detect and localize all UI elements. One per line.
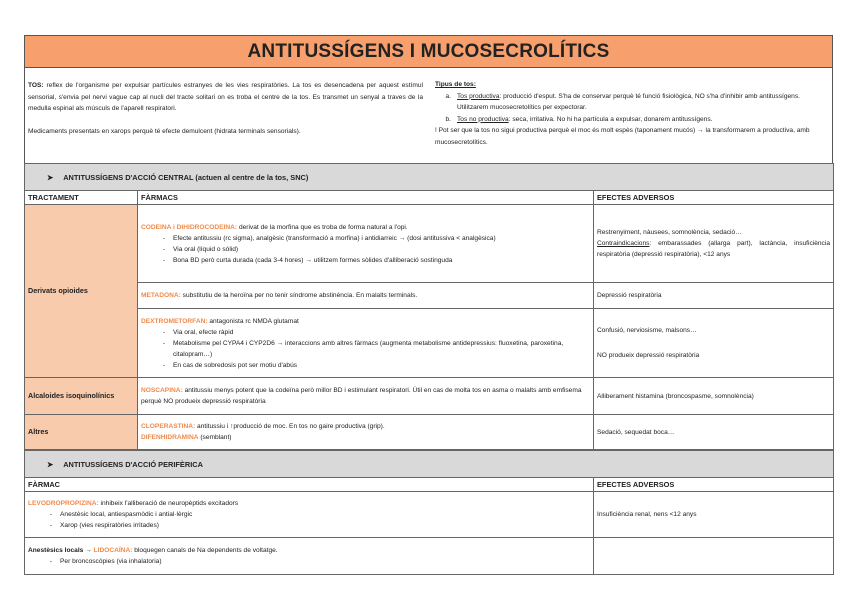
tipus-item: a. Tos productiva: producció d'esput. S'ha de conservar perquè té funció fisiològica, NO s'ha d'inhibir amb antitussígens. Utilitzarem mucosecretolítics per expectorar. — [445, 92, 800, 112]
periferica-section-header: ➤ ANTITUSSÍGENS D'ACCIÓ PERIFÈRICA — [25, 451, 834, 478]
group-alcaloides: Alcaloides isoquinolínics — [25, 378, 138, 415]
codeina-cell: CODEINA i DIHIDROCODEINA: derivat de la morfina que es troba de forma natural a l'opi. - Efecte antitussiu (rc sigma), analgèsic (transformació a morfina) i antidiarreic → (dosi antitussiva < analgèsica) - Via oral (líquid o sòlid) - Bona BD però curta durada (cada 3-4 hores) → utilitzem formes sòlides d'alliberació sostinguda — [138, 205, 594, 283]
periferica-column-headers — [25, 478, 834, 492]
col-efectes: EFECTES ADVERSOS — [594, 191, 834, 205]
col-tractament: TRACTAMENT — [25, 191, 138, 205]
group-opioides: Derivats opioides — [25, 205, 138, 378]
arrow-right-icon: ➤ — [47, 459, 54, 469]
page-title: ANTITUSSÍGENS I MUCOSECROLÍTICS — [24, 35, 833, 68]
col-farmac: FÀRMAC — [25, 478, 594, 492]
levodro-cell: LEVODROPROPIZINA: inhibeix l'alliberació de neuropèptids excitadors - Anestèsic local, antiespasmòdic i antial·lèrgic - Xarop (vies respiratòries irritades) — [25, 492, 594, 538]
medicaments-note: Medicaments presentats en xarops perquè té efecte demulcent (hidrata terminals sensorials). — [28, 127, 301, 135]
col-farmacs: FÀRMACS — [138, 191, 594, 205]
tipus-title: Tipus de tos: — [435, 81, 476, 88]
anestesics-cell: Anestèsics locals → LIDOCAÏNA: bloquegen canals de Na dependents de voltatge. - Per broncoscòpies (via inhalatoria) — [25, 538, 594, 575]
table-row — [25, 415, 834, 450]
tos-paragraph — [28, 80, 423, 115]
noscapina-efectes: Alliberament histamina (broncospasme, somnolència) — [594, 378, 834, 415]
central-column-headers — [25, 191, 834, 205]
dextrometorfan-cell: DEXTROMETORFAN: antagonista rc NMDA glutamat - Via oral, efecte ràpid - Metabolisme pel CYPA4 i CYP2D6 → interaccions amb altres fàrmacs (augmenta metabolisme antidepressius: fluoxetina, paroxetina, citalopram…) - En cas de sobredosis pot ser motiu d'abús — [138, 309, 594, 378]
table-row — [25, 283, 834, 309]
codeina-efectes: Restrenyiment, nàusees, somnolència, sedació… Contraindicacions: embarassades (allarga part), lactància, insuficiència respiratòria (depressió respiratòria), <12 anys — [594, 205, 834, 283]
anestesics-efectes — [594, 538, 834, 575]
table-row — [25, 378, 834, 415]
document-page — [24, 35, 833, 575]
periferica-table — [24, 450, 834, 575]
central-section-header: ➤ ANTITUSSÍGENS D'ACCIÓ CENTRAL (actuen al centre de la tos, SNC) — [25, 164, 834, 191]
central-table — [24, 163, 834, 450]
tipus-item: b. Tos no productiva: seca, irritativa. No hi ha partícula a expulsar, donarem antitussígens. — [445, 115, 713, 123]
noscapina-cell: NOSCAPINA: antitussiu menys potent que la codeïna però millor BD i estimulant respiratori. Útil en cas de molta tos en asma o malalts amb emfisema perquè NO produeix depressió respiratòria — [138, 378, 594, 415]
table-row — [25, 309, 834, 378]
table-row — [25, 492, 834, 538]
table-row — [25, 205, 834, 283]
metadona-cell: METADONA: substitutiu de la heroïna per no tenir síndrome abstinència. En malalts terminals. — [138, 283, 594, 309]
tipus-note: ! Pot ser que la tos no sigui productiva perquè el moc és molt espès (taponament mucós) → la transformarem a productiva, amb mucosecretolítics. — [435, 127, 810, 146]
tos-label: TOS: — [28, 82, 44, 89]
col-efectes: EFECTES ADVERSOS — [594, 478, 834, 492]
intro-tipus — [435, 79, 831, 149]
metadona-efectes: Depressió respiratòria — [594, 283, 834, 309]
table-row — [25, 538, 834, 575]
altres-cell: CLOPERASTINA: antitussiu i ↑producció de moc. En tos no gaire productiva (grip). DIFENHIDRAMINA (semblant) — [138, 415, 594, 450]
dextrometorfan-efectes: Confusió, nerviosisme, malsons… NO produeix depressió respiratòria — [594, 309, 834, 378]
intro-definition — [28, 80, 423, 137]
altres-efectes: Sedació, sequedat boca… — [594, 415, 834, 450]
group-altres: Altres — [25, 415, 138, 450]
intro-box — [24, 68, 833, 163]
tos-text: reflex de l'organisme per expulsar partícules estranyes de les vies respiratòries. La tos es desencadena per aquest estímul sensorial, s'envia pel nervi vague cap al nucli del tracte solitari on es troba el centre de la tos. Es transmet un senyal a traves de la medulla espinal als músculs de l'aparell respiratori. — [28, 82, 423, 113]
arrow-right-icon: ➤ — [47, 172, 54, 182]
levodro-efectes: Insuficiència renal, nens <12 anys — [594, 492, 834, 538]
